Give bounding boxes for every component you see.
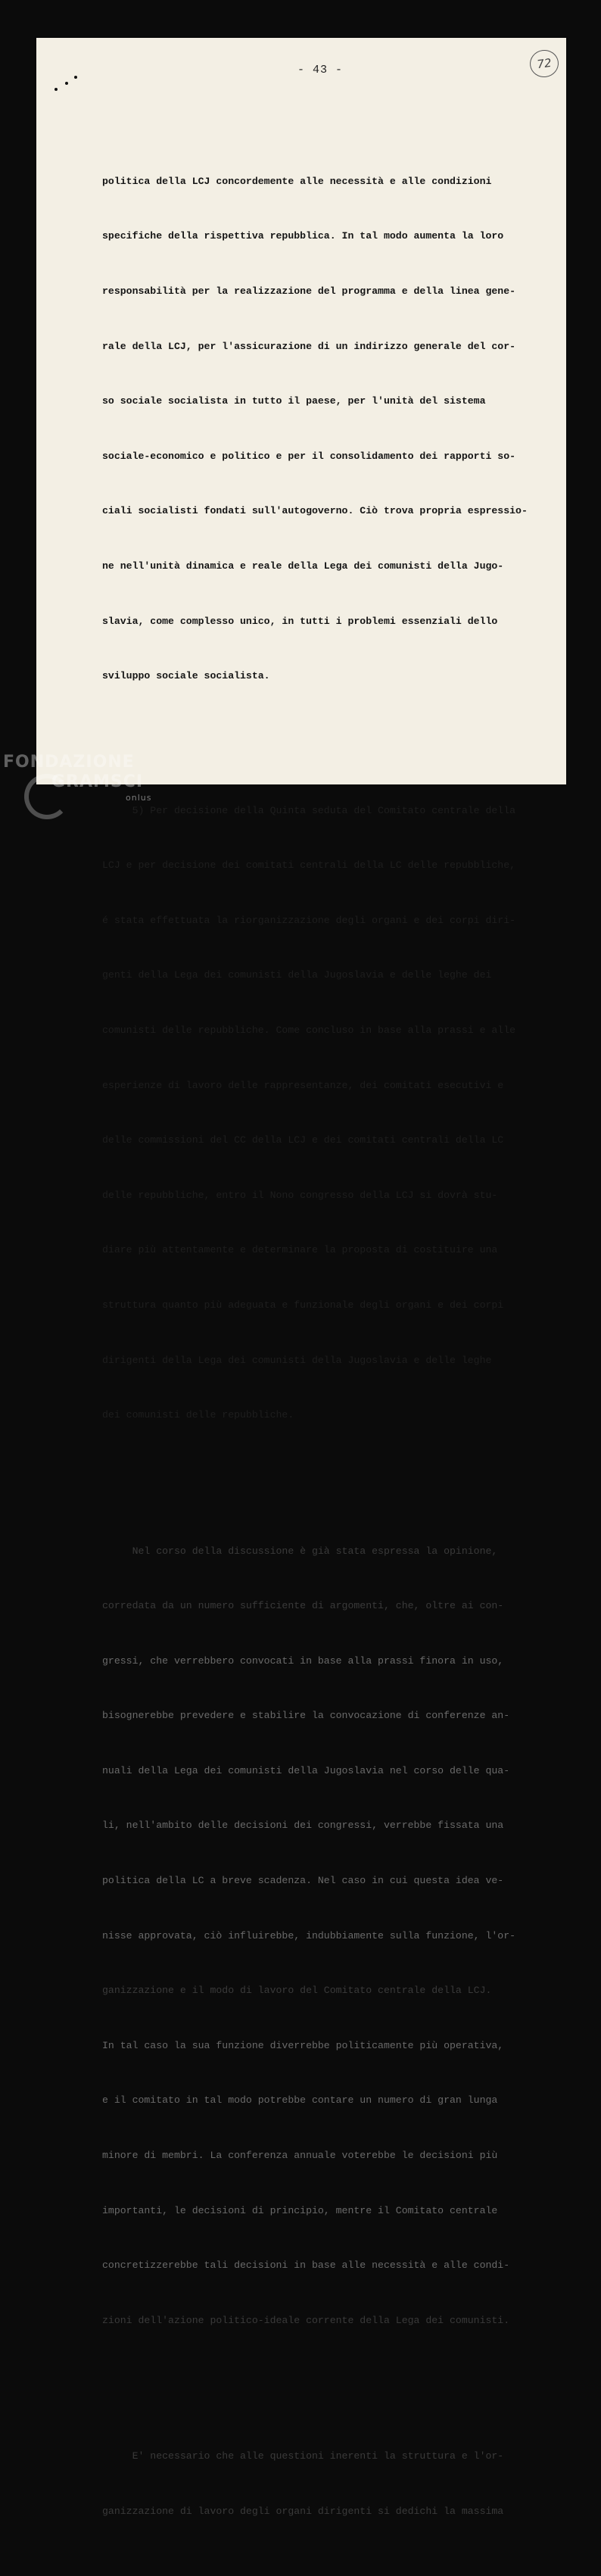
text-line: concretizzerebbe tali decisioni in base alle necessità e alle condi- xyxy=(102,2259,510,2272)
text-line: ganizzazione e il modo di lavoro del Comitato centrale della LCJ. xyxy=(102,1985,492,1997)
text-line: specifiche della rispettiva repubblica. In tal modo aumenta la loro xyxy=(102,230,504,242)
text-line: ne nell'unità dinamica e reale della Lega dei comunisti della Jugo- xyxy=(102,560,504,572)
paragraph-4 xyxy=(102,2411,564,2558)
text-line: sociale-economico e politico e per il consolidamento dei rapporti so- xyxy=(102,450,516,462)
text-line: responsabilità per la realizzazione del programma e della linea gene- xyxy=(102,285,516,297)
text-line: esperienze di lavoro delle rappresentanze, dei comitati esecutivi e xyxy=(102,1079,504,1091)
text-line: bisognerebbe prevedere e stabilire la convocazione di conferenze an- xyxy=(102,1710,510,1722)
text-line: politica della LCJ concordemente alle necessità e alle condizioni xyxy=(102,175,492,187)
watermark-line-2: GRAMSCI xyxy=(51,772,144,791)
text-line: ganizzazione di lavoro degli organi dirigenti si dedichi la massima xyxy=(102,2505,504,2517)
archive-stamp: 72 xyxy=(528,48,561,80)
text-line: é stata effettuata la riorganizzazione degli organi e dei corpi diri- xyxy=(102,914,516,926)
document-body xyxy=(102,99,564,2576)
text-line: genti della Lega dei comunisti della Jugoslavia e delle leghe dei xyxy=(102,969,492,981)
paragraph-2 xyxy=(102,765,564,1461)
text-line: nisse approvata, ciò influirebbe, indubbiamente sulla funzione, l'or- xyxy=(102,1929,516,1941)
text-line: dirigenti della Lega dei comunisti della Jugoslavia e delle leghe xyxy=(102,1354,492,1366)
text-line: politica della LC a breve scadenza. Nel caso in cui questa idea ve- xyxy=(102,1875,504,1887)
text-line: corredata da un numero sufficiente di argomenti, che, oltre ai con- xyxy=(102,1600,504,1612)
text-line: so sociale socialista in tutto il paese, per l'unità del sistema xyxy=(102,395,486,407)
text-line: dei comunisti delle repubbliche. xyxy=(102,1409,294,1421)
text-line: sviluppo sociale socialista. xyxy=(102,670,270,682)
text-line: minore di membri. La conferenza annuale voterebbe le decisioni più xyxy=(102,2150,498,2162)
text-line: nuali della Lega dei comunisti della Jugoslavia nel corso delle qua- xyxy=(102,1764,510,1776)
watermark-line-1: FONDAZIONE xyxy=(3,753,135,772)
text-line: slavia, come complesso unico, in tutti i problemi essenziali dello xyxy=(102,615,498,627)
text-line: comunisti delle repubbliche. Come concluso in base alla prassi e alle xyxy=(102,1024,516,1036)
text-line: LCJ e per decisione dei comitati centrali della LC delle repubbliche, xyxy=(102,859,516,872)
text-line: diare più attentamente e determinare la proposta di costituire una xyxy=(102,1244,498,1256)
text-line: 5) Per decisione della Quinta seduta del Comitato centrale della xyxy=(102,804,516,816)
text-line: In tal caso la sua funzione diverrebbe politicamente più operativa, xyxy=(102,2039,504,2051)
text-line: importanti, le decisioni di principio, mentre il Comitato centrale xyxy=(102,2204,498,2216)
text-line: li, nell'ambito delle decisioni dei congressi, verrebbe fissata una xyxy=(102,1820,504,1832)
fondazione-gramsci-watermark xyxy=(3,753,151,803)
text-line: e il comitato in tal modo potrebbe contare un numero di gran lunga xyxy=(102,2094,498,2107)
watermark-line-3: onlus xyxy=(126,793,152,803)
text-line: E' necessario che alle questioni inerenti la struttura e l'or- xyxy=(102,2450,504,2462)
paragraph-3 xyxy=(102,1505,564,2366)
text-line: Nel corso della discussione è già stata espressa la opinione, xyxy=(102,1545,498,1557)
text-line: zioni dell'azione politico-ideale corrente della Lega dei comunisti. xyxy=(102,2314,510,2326)
paragraph-1 xyxy=(102,136,564,722)
text-line: rale della LCJ, per l'assicurazione di un indirizzo generale del cor- xyxy=(102,340,516,352)
text-line: delle commissioni del CC della LCJ e dei comitati centrali della LC xyxy=(102,1134,504,1146)
text-line: struttura quanto più adeguata e funzionale degli organi e dei corpi xyxy=(102,1299,504,1311)
text-line: ciali socialisti fondati sull'autogoverno. Ciò trova propria espressio- xyxy=(102,505,528,517)
text-line: gressi, che verrebbero convocati in base alla prassi finora in uso, xyxy=(102,1654,504,1667)
text-line: delle repubbliche, entro il Nono congresso della LCJ si dovrà stu- xyxy=(102,1189,498,1201)
page-number: - 43 - xyxy=(297,64,344,76)
